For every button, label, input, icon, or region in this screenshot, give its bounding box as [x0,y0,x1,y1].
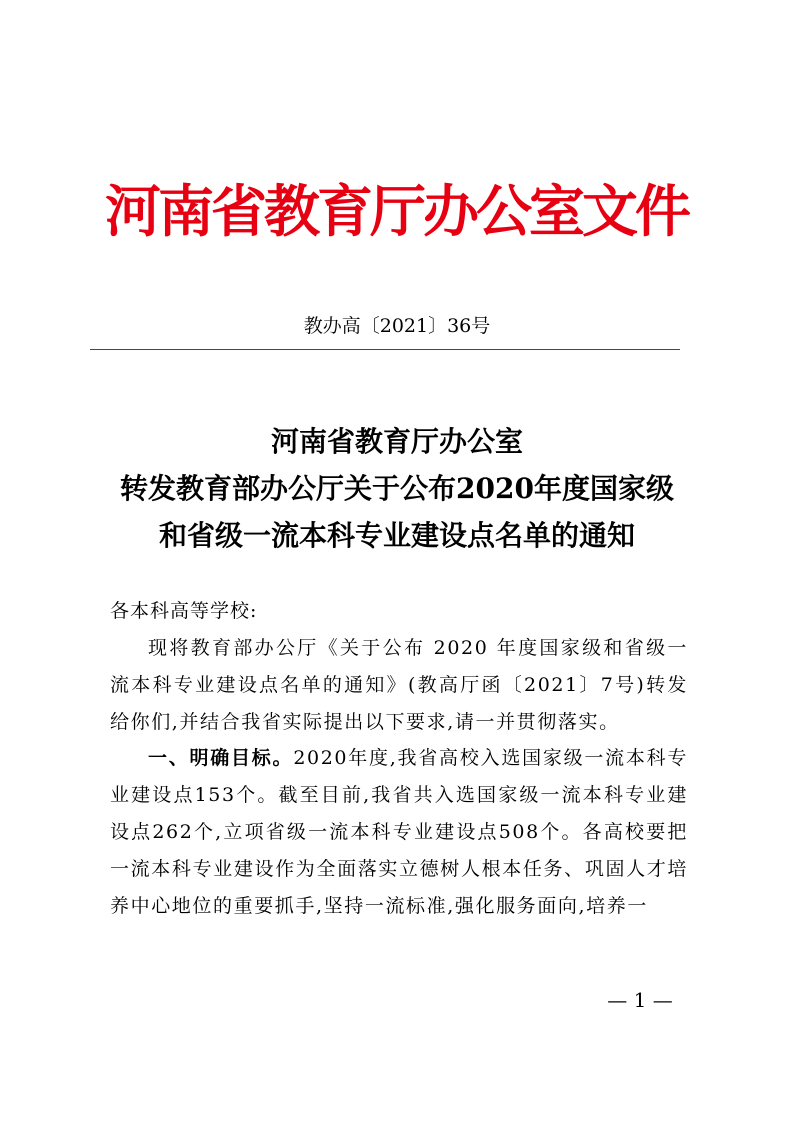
salutation: 各本科高等学校: [110,600,258,622]
paragraph-1: 现将教育部办公厅《关于公布 2020 年度国家级和省级一流本科专业建设点名单的通知》(教高厅函〔2021〕7号)转发给你们,并结合我省实际提出以下要求,请一并贯彻落实。 [110,637,688,733]
paragraph-2 [110,740,688,924]
paragraph-2-text: 2020年度,我省高校入选国家级一流本科专业建设点153个。截至目前,我省共入选国家级一流本科专业建设点262个,立项省级一流本科专业建设点508个。各高校要把一流本科专业建设作为全面落实立德树人根本任务、巩固人才培养中心地位的重要抓手,坚持一流标准,强化服务面向,培养一 [110,747,688,917]
paragraph-2-heading: 一、明确目标。 [148,747,294,770]
document-number: 教办高〔2021〕36号 [303,315,491,337]
notice-title-line-2: 转发教育部办公厅关于公布2020年度国家级 [120,472,674,505]
page-number: — 1 — [607,988,673,1012]
body-text [110,596,688,924]
issuer-title: 河南省教育厅办公室文件 [105,179,688,245]
notice-title-line-3: 和省级一流本科专业建设点名单的通知 [158,519,635,552]
notice-title [0,418,794,559]
red-divider-line [90,349,680,350]
notice-title-line-1: 河南省教育厅办公室 [270,425,523,458]
